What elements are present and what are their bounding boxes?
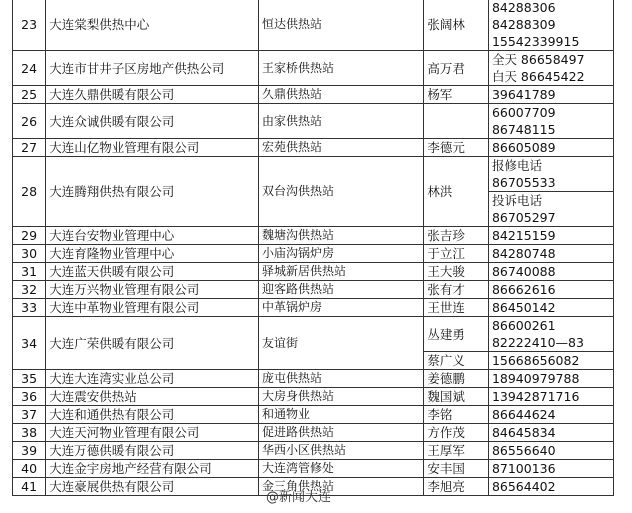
contact-person: 姜德鹏 — [424, 370, 489, 388]
row-number: 24 — [13, 51, 46, 86]
phone-cell — [488, 245, 613, 263]
contact-person: 安丰国 — [424, 460, 489, 478]
phone-cell — [488, 86, 613, 104]
phone-number: 投诉电话 — [491, 193, 542, 208]
company-name: 大连万德供暖有限公司 — [46, 442, 259, 460]
phone-cell — [488, 317, 613, 352]
phone-cell — [488, 424, 613, 442]
row-number: 28 — [13, 157, 46, 227]
station-name: 宏苑供热站 — [259, 139, 424, 157]
table-row — [13, 388, 614, 406]
phone-cell — [488, 478, 613, 496]
row-number: 27 — [13, 139, 46, 157]
phone-number: 13942871716 — [491, 389, 580, 404]
company-name: 大连台安物业管理中心 — [46, 227, 259, 245]
phone-number: 86564402 — [491, 479, 556, 494]
row-number: 30 — [13, 245, 46, 263]
station-name: 金三角供热站 — [259, 478, 424, 496]
station-name: 迎客路供热站 — [259, 281, 424, 299]
contact-person: 张吉珍 — [424, 227, 489, 245]
row-number: 26 — [13, 104, 46, 139]
contact-person: 王世连 — [424, 299, 489, 317]
station-name: 和通物业 — [259, 406, 424, 424]
station-name: 庞屯供热站 — [259, 370, 424, 388]
company-name: 大连大连湾实业总公司 — [46, 370, 259, 388]
station-name: 恒达供热站 — [259, 0, 424, 51]
phone-number: 18940979788 — [491, 371, 580, 386]
phone-number: 86748115 — [491, 122, 556, 137]
table-row — [13, 157, 614, 192]
phone-number: 86705533 — [491, 175, 556, 190]
table-row — [13, 317, 614, 352]
contact-person: 高万君 — [424, 51, 489, 86]
phone-number: 86605089 — [491, 140, 556, 155]
phone-cell — [488, 104, 613, 139]
row-number: 36 — [13, 388, 46, 406]
company-name: 大连和通供热有限公司 — [46, 406, 259, 424]
station-name: 友谊街 — [259, 317, 424, 370]
phone-number: 87100136 — [491, 461, 556, 476]
table-row — [13, 406, 614, 424]
phone-number: 84288306 — [491, 0, 556, 15]
row-number: 34 — [13, 317, 46, 370]
row-number: 37 — [13, 406, 46, 424]
phone-number: 66007709 — [491, 105, 556, 120]
phone-cell — [488, 0, 613, 51]
phone-number: 86556640 — [491, 443, 556, 458]
phone-number: 86662616 — [491, 282, 556, 297]
contact-person: 张有才 — [424, 281, 489, 299]
table-row — [13, 281, 614, 299]
contact-person: 李旭亮 — [424, 478, 489, 496]
table-row — [13, 0, 614, 51]
row-number: 39 — [13, 442, 46, 460]
contact-person: 蔡广义 — [424, 352, 489, 370]
row-number: 25 — [13, 86, 46, 104]
company-name: 大连中革物业管理有限公司 — [46, 299, 259, 317]
watermark-text: @新闻大连 — [266, 490, 332, 505]
company-name: 大连广荣供暖有限公司 — [46, 317, 259, 370]
row-number: 23 — [13, 0, 46, 51]
contact-person: 王厚军 — [424, 442, 489, 460]
phone-number: 82222410—83 — [491, 335, 584, 350]
station-name: 小庙沟锅炉房 — [259, 245, 424, 263]
phone-number: 15542339915 — [491, 34, 580, 49]
phone-number: 86705297 — [491, 210, 556, 225]
station-name: 中革锅炉房 — [259, 299, 424, 317]
phone-cell — [488, 281, 613, 299]
company-name: 大连久鼎供暖有限公司 — [46, 86, 259, 104]
row-number: 32 — [13, 281, 46, 299]
company-name: 大连豪展供热有限公司 — [46, 478, 259, 496]
station-name: 魏塘沟供热站 — [259, 227, 424, 245]
table-row — [13, 86, 614, 104]
phone-number: 84280748 — [491, 246, 556, 261]
phone-cell — [488, 460, 613, 478]
table-row — [13, 299, 614, 317]
table-row — [13, 139, 614, 157]
contact-person: 于立江 — [424, 245, 489, 263]
table-row — [13, 227, 614, 245]
contact-person: 张阔林 — [424, 0, 489, 51]
phone-cell — [488, 352, 613, 370]
company-name: 大连众诚供暖有限公司 — [46, 104, 259, 139]
company-name: 大连震安供热站 — [46, 388, 259, 406]
phone-number: 39641789 — [491, 87, 556, 102]
table-row — [13, 460, 614, 478]
table-row — [13, 442, 614, 460]
phone-number: 15668656082 — [491, 353, 580, 368]
contact-person: 林洪 — [424, 157, 489, 227]
station-name: 由家供热站 — [259, 104, 424, 139]
table-row — [13, 245, 614, 263]
contact-person — [424, 104, 489, 139]
contact-person: 魏国斌 — [424, 388, 489, 406]
heating-contact-table — [12, 0, 614, 496]
phone-cell — [488, 406, 613, 424]
row-number: 40 — [13, 460, 46, 478]
company-name: 大连市甘井子区房地产供热公司 — [46, 51, 259, 86]
row-number: 33 — [13, 299, 46, 317]
phone-cell — [488, 388, 613, 406]
phone-number: 全天 86658497 — [491, 52, 585, 67]
table-row — [13, 424, 614, 442]
phone-cell — [488, 157, 613, 192]
phone-number: 84288309 — [491, 17, 556, 32]
company-name: 大连天河物业管理有限公司 — [46, 424, 259, 442]
phone-cell — [488, 192, 613, 227]
phone-number: 报修电话 — [491, 158, 542, 173]
phone-number: 84215159 — [491, 228, 556, 243]
phone-cell — [488, 227, 613, 245]
company-name: 大连万兴物业管理有限公司 — [46, 281, 259, 299]
table-body — [13, 0, 614, 496]
table-row — [13, 370, 614, 388]
company-name: 大连腾翔供热有限公司 — [46, 157, 259, 227]
contact-person: 杨军 — [424, 86, 489, 104]
contact-person: 丛建勇 — [424, 317, 489, 352]
row-number: 41 — [13, 478, 46, 496]
station-name: 驿城新居供热站 — [259, 263, 424, 281]
station-name: 王家桥供热站 — [259, 51, 424, 86]
company-name: 大连蓝天供暖有限公司 — [46, 263, 259, 281]
phone-cell — [488, 51, 613, 86]
company-name: 大连育隆物业管理中心 — [46, 245, 259, 263]
contact-person: 王大骏 — [424, 263, 489, 281]
station-name: 华西小区供热站 — [259, 442, 424, 460]
table-row — [13, 51, 614, 86]
company-name: 大连金宇房地产经营有限公司 — [46, 460, 259, 478]
phone-cell — [488, 442, 613, 460]
station-name: 双台沟供热站 — [259, 157, 424, 227]
station-name: 大房身供热站 — [259, 388, 424, 406]
table-row — [13, 104, 614, 139]
station-name: 大连湾管修处 — [259, 460, 424, 478]
phone-number: 86740088 — [491, 264, 556, 279]
contact-person: 李铭 — [424, 406, 489, 424]
phone-number: 86644624 — [491, 407, 556, 422]
station-name: 促进路供热站 — [259, 424, 424, 442]
row-number: 35 — [13, 370, 46, 388]
row-number: 29 — [13, 227, 46, 245]
table-row — [13, 263, 614, 281]
phone-cell — [488, 299, 613, 317]
contact-person: 方作茂 — [424, 424, 489, 442]
phone-cell — [488, 139, 613, 157]
row-number: 38 — [13, 424, 46, 442]
phone-number: 86600261 — [491, 318, 556, 333]
phone-number: 白天 86645422 — [491, 69, 585, 84]
phone-number: 84645834 — [491, 425, 556, 440]
phone-cell — [488, 263, 613, 281]
phone-cell — [488, 370, 613, 388]
company-name: 大连山亿物业管理有限公司 — [46, 139, 259, 157]
phone-number: 86450142 — [491, 300, 556, 315]
company-name: 大连棠梨供热中心 — [46, 0, 259, 51]
row-number: 31 — [13, 263, 46, 281]
station-name: 久鼎供热站 — [259, 86, 424, 104]
contact-person: 李德元 — [424, 139, 489, 157]
